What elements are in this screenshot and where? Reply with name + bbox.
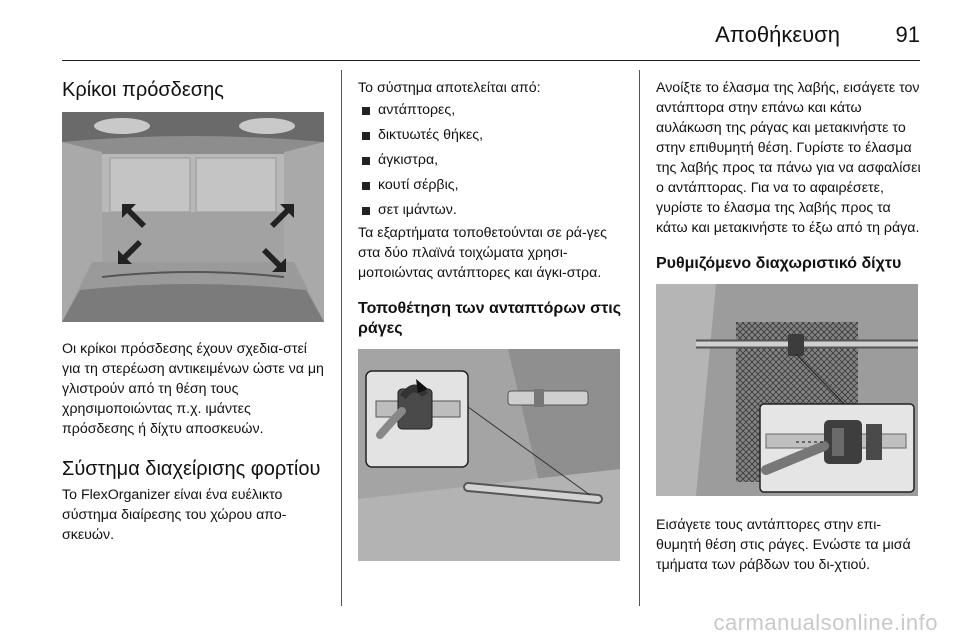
- watermark: carmanualsonline.info: [713, 610, 938, 635]
- page-header: [62, 8, 920, 60]
- column-divider-1: [341, 70, 342, 606]
- list-item: κουτί σέρβις,: [358, 173, 628, 198]
- column-2: [358, 70, 628, 566]
- figure-adapter-rail: [358, 349, 628, 566]
- header-rule: [62, 60, 920, 61]
- page-number: 91: [895, 22, 920, 47]
- divider-net-illustration: [656, 284, 918, 496]
- list-item: σετ ιμάντων.: [358, 198, 628, 223]
- net-instructions-text: Εισάγετε τους αντάπτορες στην επι-θυμητή θέση στις ράγες. Ενώστε τα μισά τμήματα των ράβδων του δι-χτιού.: [656, 517, 911, 573]
- figure-trunk-tie-down-rings: [62, 112, 326, 327]
- column-1: [62, 70, 326, 545]
- components-list: [358, 98, 628, 223]
- flexorganizer-text: Το FlexOrganizer είναι ένα ευέλικτο σύστημα διαίρεσης του χώρου απο-σκευών.: [62, 487, 287, 543]
- column-divider-2: [639, 70, 640, 606]
- tie-down-rings-text: Οι κρίκοι πρόσδεσης έχουν σχεδια-στεί για τη στερέωση αντικειμένων ώστε να μη γλιστρούν από τη θέση τους χρησιμοποιώντας π.χ. ιμάντες πρόσδεσης ή δίχτυ αποσκευών.: [62, 341, 324, 437]
- heading-tie-down-rings: Κρίκοι πρόσδεσης: [62, 79, 224, 101]
- list-item: άγκιστρα,: [358, 148, 628, 173]
- column-3: [656, 70, 924, 575]
- heading-adjustable-net: Ρυθμιζόμενο διαχωριστικό δίχτυ: [656, 255, 902, 272]
- system-components-intro: Το σύστημα αποτελείται από:: [358, 80, 541, 96]
- components-mounting-text: Τα εξαρτήματα τοποθετούνται σε ρά-γες στα δύο πλαϊνά τοιχώματα χρησι-μοποιώντας αντάπτορες και άγκι-στρα.: [358, 225, 607, 281]
- trunk-illustration: [62, 112, 324, 322]
- heading-load-management-system: Σύστημα διαχείρισης φορτίου: [62, 458, 321, 480]
- adapter-instructions-text: Ανοίξτε το έλασμα της λαβής, εισάγετε τον αντάπτορα στην επάνω και κάτω αυλάκωση της ράγας και μετακινήστε το στην επιθυμητή θέση. Γυρίστε το έλασμα της λαβής προς τα πάνω για να ασφαλίσει ο αντάπτορας. Για να το αφαιρέσετε, γυρίστε το έλασμα της λαβής προς τα κάτω και μετακινήστε το έξω από τη ράγα.: [656, 80, 921, 236]
- adapter-rail-illustration: [358, 349, 620, 561]
- list-item: δικτυωτές θήκες,: [358, 123, 628, 148]
- heading-adapter-installation: Τοποθέτηση των ανταπτόρων στις ράγες: [358, 300, 622, 337]
- figure-divider-net: [656, 284, 924, 501]
- list-item: αντάπτορες,: [358, 98, 628, 123]
- section-title: Αποθήκευση: [715, 22, 840, 47]
